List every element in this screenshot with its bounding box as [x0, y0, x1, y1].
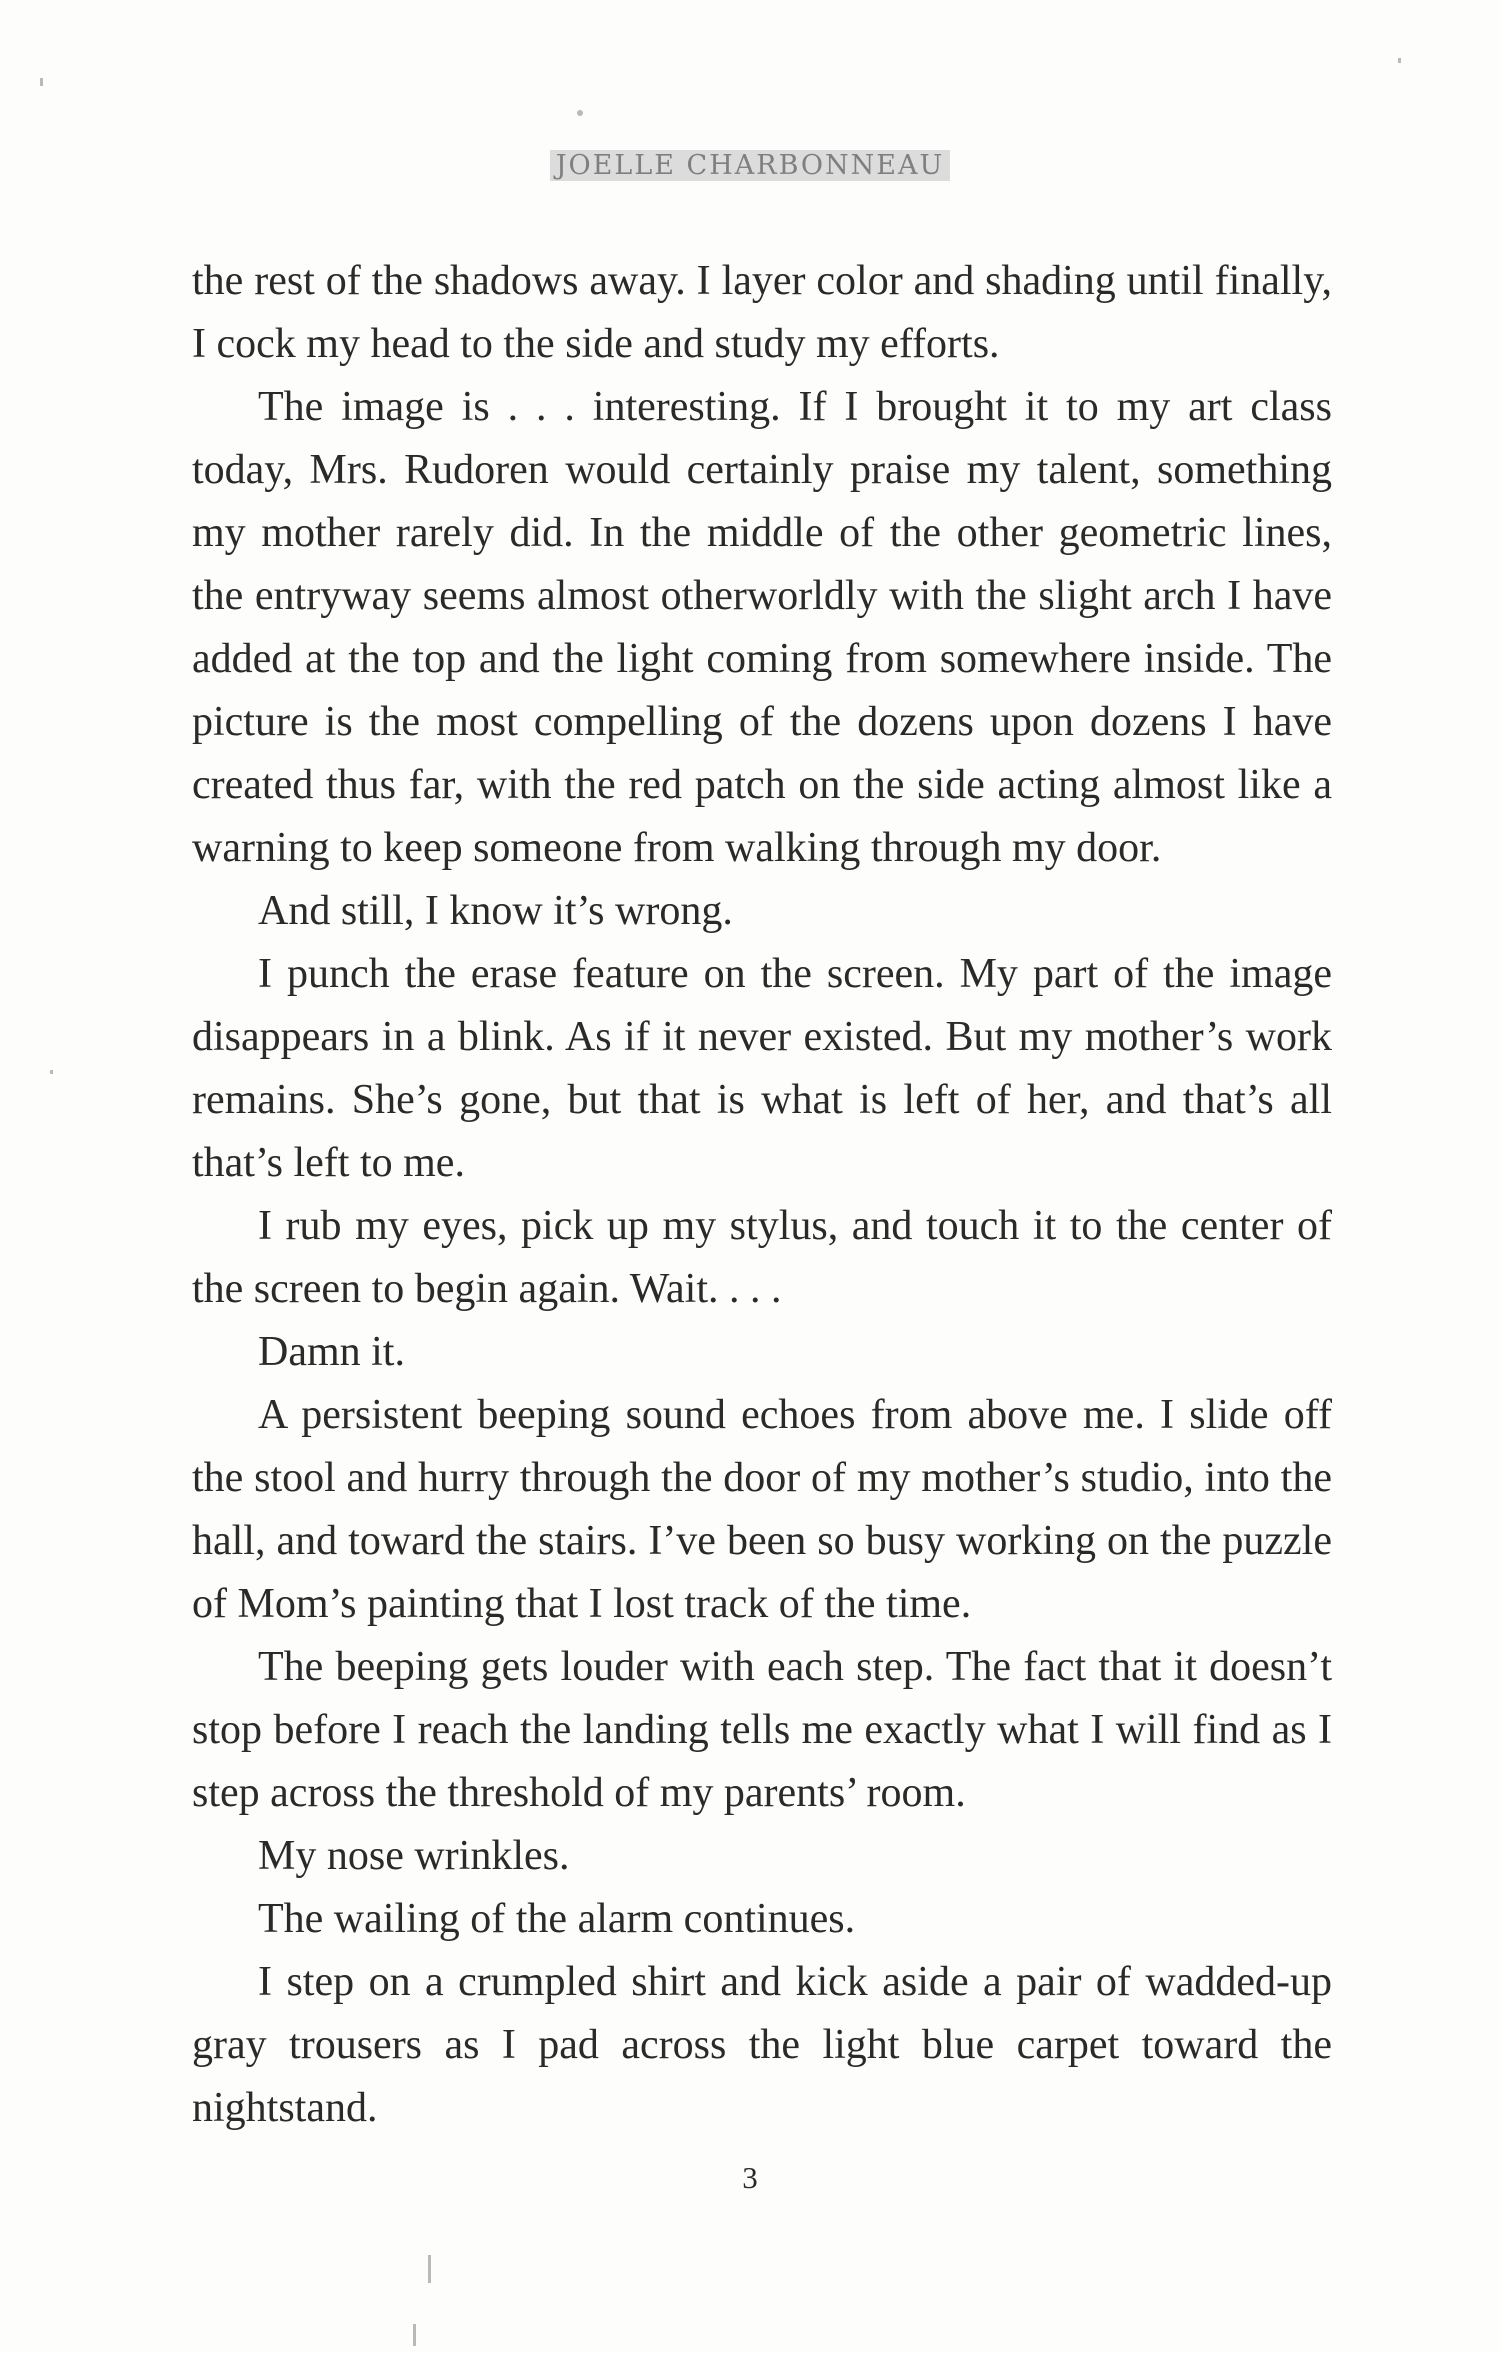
running-head-text: JOELLE CHARBONNEAU: [550, 150, 951, 181]
paragraph: A persistent beeping sound echoes from above me. I slide off the stool and hurry through the door of my mother’s studio, into the hall, and toward the stairs. I’ve been so busy working on the puzzle of Mom’s painting that I lost track of the time.: [192, 1392, 1332, 1627]
scan-speck: [413, 2324, 416, 2346]
paragraph: the rest of the shadows away. I layer color and shading until finally, I cock my head to the side and study my efforts.: [192, 258, 1332, 367]
paragraph: And still, I know it’s wrong.: [258, 888, 733, 934]
scan-speck: [50, 1070, 53, 1074]
page-number: 3: [742, 2160, 758, 2195]
paragraph: The wailing of the alarm continues.: [258, 1896, 856, 1942]
running-head: [0, 150, 1500, 181]
paragraph: I punch the erase feature on the screen. My part of the image disappears in a blink. As if it never existed. But my mother’s work remains. She’s gone, but that is what is left of her, and that’s all that’s left to me.: [192, 951, 1332, 1186]
scan-speck: [428, 2255, 431, 2283]
scan-speck: [577, 110, 583, 116]
scan-speck: [1398, 58, 1401, 63]
paragraph: The beeping gets louder with each step. The fact that it doesn’t stop before I reach the landing tells me exactly what I will find as I step across the threshold of my parents’ room.: [192, 1644, 1332, 1816]
scan-speck: [40, 78, 43, 86]
paragraph: I rub my eyes, pick up my stylus, and touch it to the center of the screen to begin again. Wait. . . .: [192, 1203, 1332, 1312]
paragraph: My nose wrinkles.: [258, 1833, 570, 1879]
body-text: [192, 250, 1332, 2140]
paragraph: Damn it.: [258, 1329, 405, 1375]
paragraph: The image is . . . interesting. If I brought it to my art class today, Mrs. Rudoren would certainly praise my talent, something my mother rarely did. In the middle of the other geometric lines, the entryway seems almost otherworldly with the slight arch I have added at the top and the light coming from somewhere inside. The picture is the most compelling of the dozens upon dozens I have created thus far, with the red patch on the side acting almost like a warning to keep someone from walking through my door.: [192, 384, 1332, 871]
paragraph: I step on a crumpled shirt and kick aside a pair of wadded-up gray trousers as I pad across the light blue carpet toward the nightstand.: [192, 1959, 1332, 2131]
